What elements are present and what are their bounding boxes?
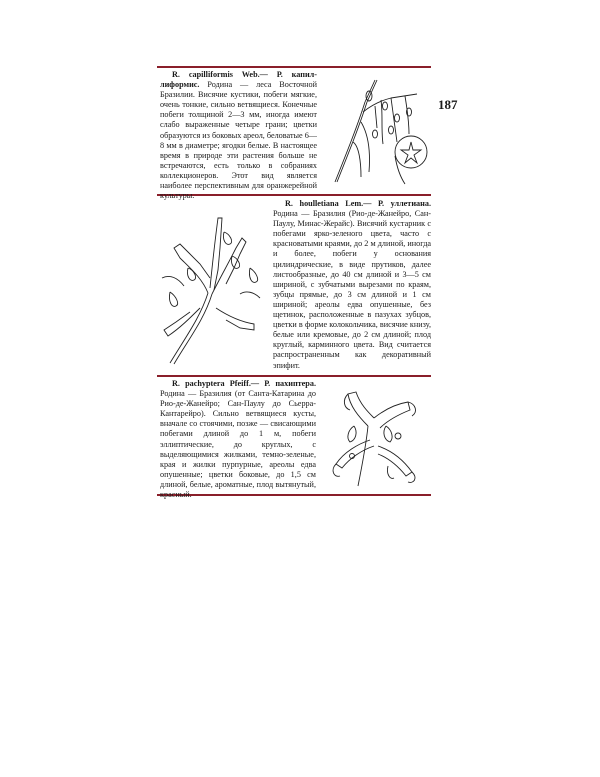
entry-russian-name: Р. капил-лиформис. — [160, 70, 317, 90]
capilliformis-illustration — [325, 72, 433, 190]
page-number: 187 — [438, 97, 458, 112]
houlletiana-illustration — [150, 208, 268, 370]
top-rule — [157, 66, 431, 68]
entry-description: Родина — леса Восточной Бразилии. Висячие кустики, побеги мягкие, очень тонкие, сильно ветвящиеся. Конечные побеги толщиной 2—3 мм, иногда имеют слабо выраженные четыре грани; цветки образуются из боковых ареол, беловатые 6—8 мм в диаметре; ягодки белые. В настоящее время в природе эти растения больше не встречаются, есть только в собраниях коллекционеров. Этот вид является наиболее перспективным для оранжерейной культуры. — [160, 80, 318, 201]
entry-latin-name: R. houlletiana Lem.— — [285, 199, 372, 208]
entry-pachyptera — [160, 379, 316, 500]
entry-houlletiana — [273, 199, 431, 371]
entry-description: Родина — Бразилия (от Санта-Катарина до Рио-де-Жанейро; Сан-Паулу до Сьерра-Кантарейро). Сильно ветвящиеся кусты, вначале со стоячими, позже — свисающими побегами длиной до 1 м, побеги эллиптические, до круглых, с выделяющимися жилками, темно-зеленые, края и жилки пурпурные, ареолы едва опушенные; цветки боковые, до 1,5 см длиной, белые, ароматные, плод вытянутый, красный. — [160, 389, 316, 500]
pachyptera-illustration — [328, 386, 426, 490]
entry-description: Родина — Бразилия (Рио-де-Жанейро, Сан-Паулу, Минас-Жерайс). Висячий кустарник с побегами ярко-зеленого цвета, часто с красноватыми краями, до 2 м длиной, иногда и более, побеги у основания цилиндрические, в виде прутиков, далее листообразные, до 40 см длиной и 3—5 см шириной, с зубчатыми вырезами по краям, зубцы прямые, до 3 см длиной и 1 см шириной; ареолы едва опушенные, без щетинок, расположенные в пазухах зубцов, цветки в форме колокольчика, висячие книзу, белые или кремовые, до 2 см длиной; плод круглый, карминного цвета. Вид считается распространенным как декоративный эпифит. — [273, 209, 431, 370]
entry-capilliformis — [160, 70, 317, 201]
section-divider-2 — [157, 375, 431, 377]
entry-latin-name: R. pachyptera Pfeiff.— — [172, 379, 260, 388]
entry-russian-name: Р. уллетиана. — [377, 199, 431, 208]
entry-latin-name: R. capilliformis Web.— — [172, 70, 268, 79]
entry-russian-name: Р. пахиптера. — [264, 379, 317, 388]
